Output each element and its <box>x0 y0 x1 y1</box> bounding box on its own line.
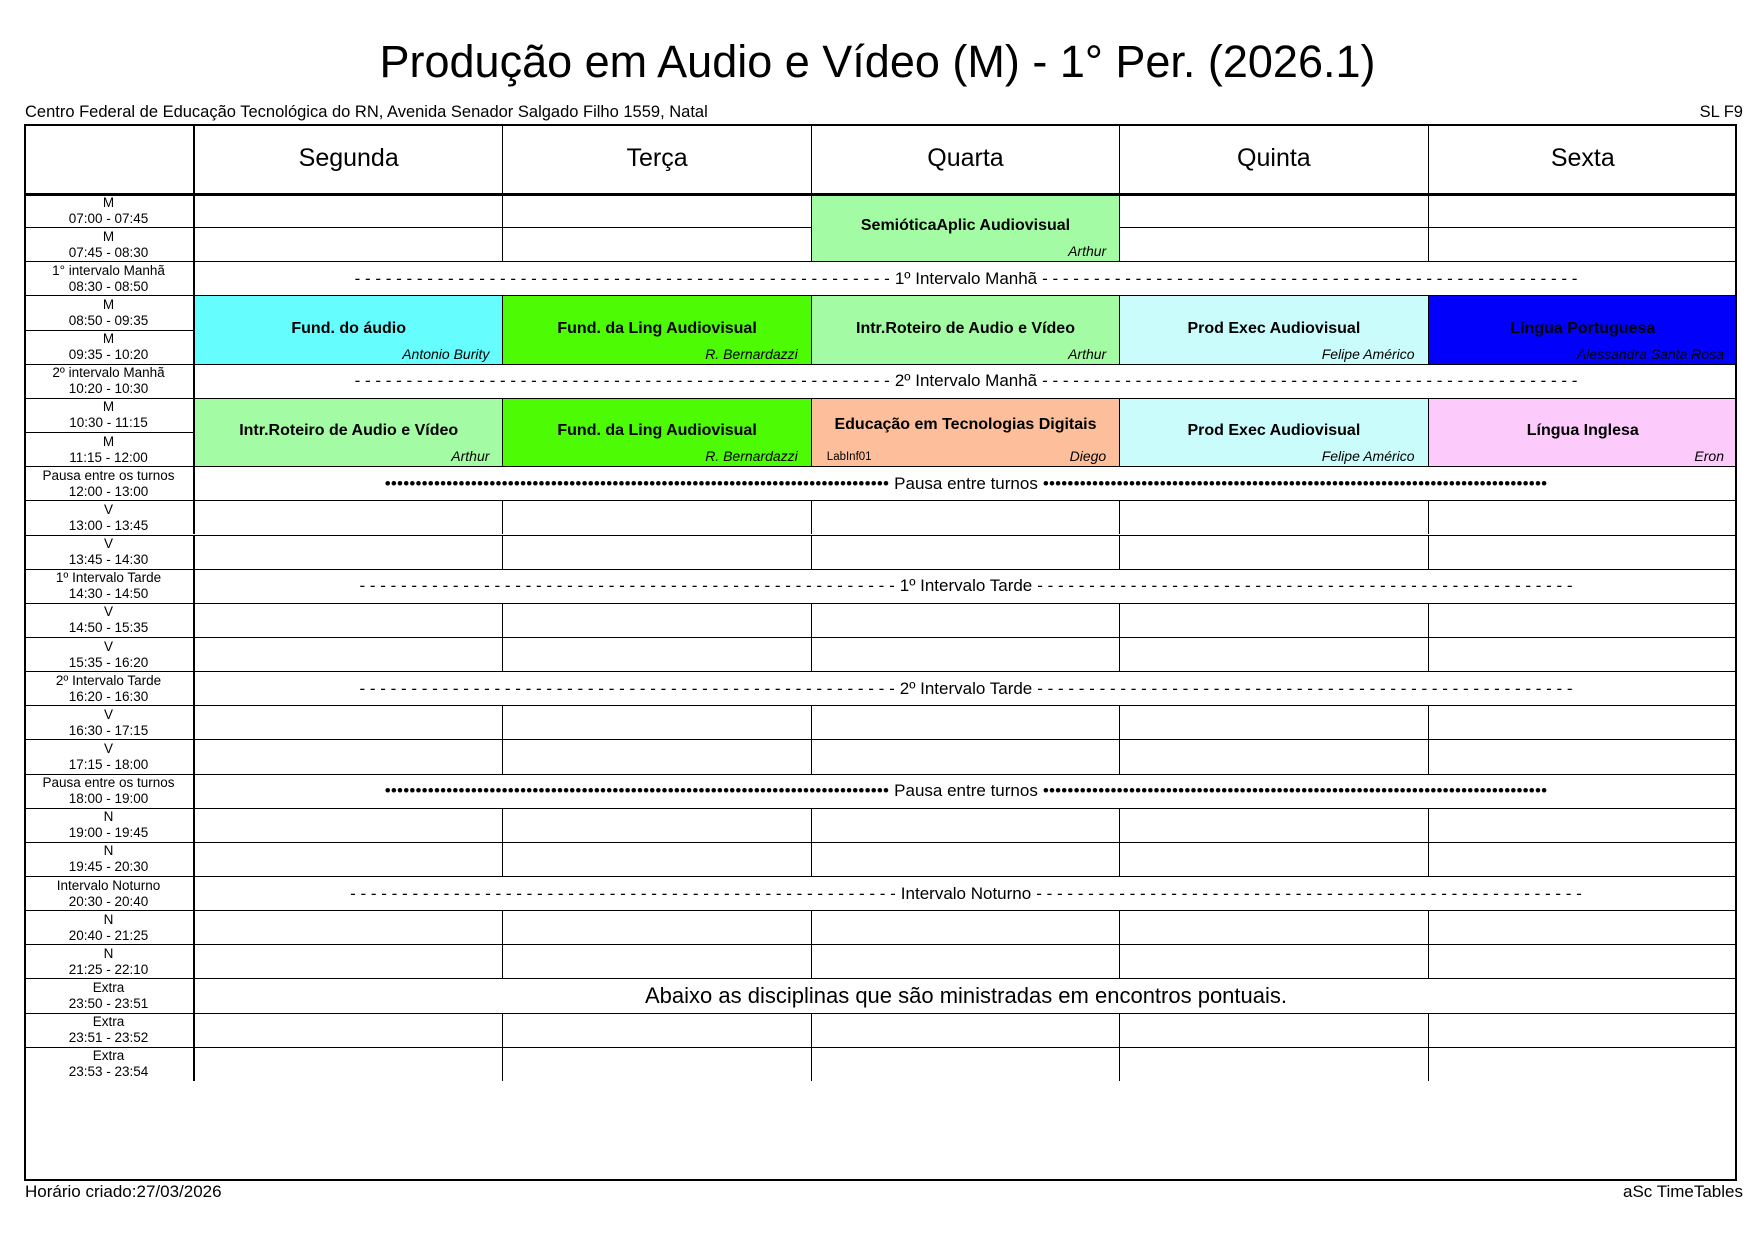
lesson-teacher: R. Bernardazzi <box>705 345 798 362</box>
empty-cell <box>1120 808 1428 842</box>
time-slot-cell <box>24 739 195 773</box>
empty-cell <box>1120 603 1428 637</box>
lesson-subject: Intr.Roteiro de Audio e Vídeo <box>239 422 459 440</box>
break-band <box>195 671 1737 705</box>
break-band <box>195 261 1737 295</box>
lesson-subject: Língua Inglesa <box>1526 422 1639 440</box>
empty-cell <box>812 637 1120 671</box>
empty-cell <box>503 637 811 671</box>
lesson-teacher: Felipe Américo <box>1321 448 1415 465</box>
filler-right: - - - - - - - - - - - - - - - - - - - - - - - - - - - - - - - - - - - - - - - - - - - - - - - - - - - - <box>1037 576 1573 596</box>
empty-cell <box>195 705 503 739</box>
time-slot-label: Extra <box>92 1014 125 1030</box>
time-slot-time: 19:00 - 19:45 <box>68 825 149 841</box>
time-slot-cell <box>24 569 195 603</box>
lesson-card[interactable] <box>1429 398 1737 466</box>
lesson-card[interactable] <box>1120 295 1428 363</box>
time-slot-label: 2º Intervalo Tarde <box>55 672 162 688</box>
time-slot-cell <box>24 876 195 910</box>
time-slot-label: M <box>102 433 115 449</box>
time-slot-cell <box>24 808 195 842</box>
empty-cell <box>195 1047 503 1081</box>
empty-cell <box>503 603 811 637</box>
time-slot-cell <box>24 227 195 261</box>
time-slot-time: 08:30 - 08:50 <box>68 278 149 294</box>
empty-cell <box>195 603 503 637</box>
day-header-1: Segunda <box>195 124 503 193</box>
time-slot-cell <box>24 364 195 398</box>
time-slot-label: M <box>102 228 115 244</box>
empty-cell <box>195 842 503 876</box>
note-text: Abaixo as disciplinas que são ministradas em encontros pontuais. <box>644 983 1288 1008</box>
break-label: 2º Intervalo Manhã <box>894 371 1038 391</box>
lesson-card[interactable] <box>812 398 1120 466</box>
time-slot-label: N <box>103 911 114 927</box>
empty-cell <box>503 842 811 876</box>
time-slot-time: 13:00 - 13:45 <box>68 517 149 533</box>
time-slot-cell <box>24 295 195 329</box>
break-label: 1º Intervalo Tarde <box>899 576 1033 596</box>
break-label: 1º Intervalo Manhã <box>894 268 1038 288</box>
time-slot-time: 07:45 - 08:30 <box>68 244 149 260</box>
empty-cell <box>812 603 1120 637</box>
break-band <box>195 876 1737 910</box>
time-slot-cell <box>24 978 195 1012</box>
empty-cell <box>503 705 811 739</box>
lesson-subject: Educação em Tecnologias Digitais <box>834 415 1097 433</box>
time-slot-time: 23:53 - 23:54 <box>68 1064 149 1080</box>
empty-cell <box>812 500 1120 534</box>
empty-cell <box>503 739 811 773</box>
empty-cell <box>1120 500 1428 534</box>
empty-cell <box>195 944 503 978</box>
empty-cell <box>1120 842 1428 876</box>
lesson-card[interactable] <box>195 295 503 363</box>
timetable-grid <box>24 124 1737 1181</box>
empty-cell <box>1429 603 1737 637</box>
lesson-teacher: Arthur <box>1068 243 1107 260</box>
break-band <box>195 774 1737 808</box>
empty-cell <box>1429 808 1737 842</box>
empty-cell <box>195 1013 503 1047</box>
empty-cell <box>195 739 503 773</box>
lesson-subject: Prod Exec Audiovisual <box>1187 319 1361 337</box>
empty-cell <box>812 705 1120 739</box>
day-header-3: Quarta <box>812 124 1120 193</box>
empty-cell <box>812 1013 1120 1047</box>
time-slot-time: 10:20 - 10:30 <box>68 381 149 397</box>
time-slot-label: M <box>102 194 115 210</box>
empty-cell <box>1120 739 1428 773</box>
break-band <box>195 569 1737 603</box>
empty-cell <box>1429 227 1737 261</box>
lesson-subject: Fund. da Ling Audiovisual <box>557 422 757 440</box>
corner-cell <box>24 124 195 193</box>
empty-cell <box>195 637 503 671</box>
empty-cell <box>503 910 811 944</box>
break-label: Intervalo Noturno <box>900 883 1032 903</box>
time-slot-label: V <box>103 706 113 722</box>
empty-cell <box>1120 535 1428 569</box>
time-slot-label: M <box>102 399 115 415</box>
time-slot-label: Pausa entre os turnos <box>42 467 175 483</box>
lesson-teacher: R. Bernardazzi <box>705 448 798 465</box>
time-slot-cell <box>24 671 195 705</box>
filler-left: - - - - - - - - - - - - - - - - - - - - - - - - - - - - - - - - - - - - - - - - - - - - - - - - - - - - - <box>350 883 896 903</box>
empty-cell <box>195 227 503 261</box>
time-slot-cell <box>24 398 195 432</box>
lesson-subject: Fund. da Ling Audiovisual <box>557 319 757 337</box>
empty-cell <box>195 808 503 842</box>
break-label: 2º Intervalo Tarde <box>899 678 1033 698</box>
time-slot-cell <box>24 1047 195 1081</box>
lesson-subject: Língua Portuguesa <box>1510 319 1656 337</box>
empty-cell <box>503 944 811 978</box>
time-slot-time: 18:00 - 19:00 <box>68 791 149 807</box>
time-slot-label: V <box>103 604 113 620</box>
day-header-2: Terça <box>503 124 811 193</box>
filler-right: - - - - - - - - - - - - - - - - - - - - - - - - - - - - - - - - - - - - - - - - - - - - - - - - - - - - <box>1042 268 1578 288</box>
empty-cell <box>195 535 503 569</box>
lesson-subject: Fund. do áudio <box>291 319 407 337</box>
lesson-subject: Intr.Roteiro de Audio e Vídeo <box>856 319 1075 337</box>
time-slot-label: N <box>103 809 114 825</box>
empty-cell <box>503 808 811 842</box>
lesson-card[interactable] <box>503 295 811 363</box>
filler-right: •••••••••••••••••••••••••••••••••••••••••••••••••••••••••••••••••••••••••••••••••• <box>1042 473 1548 493</box>
time-slot-cell <box>24 432 195 466</box>
lesson-teacher: Arthur <box>1068 345 1107 362</box>
lesson-subject: SemióticaAplic Audiovisual <box>860 217 1071 235</box>
empty-cell <box>1120 1013 1428 1047</box>
time-slot-label: 1° intervalo Manhã <box>52 262 165 278</box>
empty-cell <box>812 944 1120 978</box>
time-slot-time: 10:30 - 11:15 <box>69 415 148 431</box>
empty-cell <box>503 500 811 534</box>
time-slot-time: 23:51 - 23:52 <box>68 1030 149 1046</box>
time-slot-label: Intervalo Noturno <box>56 877 161 893</box>
lesson-teacher: Eron <box>1694 448 1724 465</box>
time-slot-cell <box>24 1013 195 1047</box>
time-slot-label: V <box>103 536 113 552</box>
time-slot-time: 08:50 - 09:35 <box>68 313 149 328</box>
break-label: Pausa entre turnos <box>894 473 1038 493</box>
empty-cell <box>1429 1047 1737 1081</box>
filler-left: - - - - - - - - - - - - - - - - - - - - - - - - - - - - - - - - - - - - - - - - - - - - - - - - - - - - <box>359 678 895 698</box>
time-slot-label: 1º Intervalo Tarde <box>55 570 162 586</box>
lesson-teacher: Arthur <box>451 448 490 465</box>
lesson-card[interactable] <box>195 398 503 466</box>
empty-cell <box>1429 637 1737 671</box>
time-slot-time: 23:50 - 23:51 <box>68 996 149 1011</box>
page-title: Produção em Audio e Vídeo (M) - 1° Per. (2026.1) <box>379 36 1376 87</box>
empty-cell <box>195 910 503 944</box>
time-slot-label: M <box>102 331 115 347</box>
empty-cell <box>503 193 811 227</box>
empty-cell <box>1120 705 1428 739</box>
time-slot-time: 07:00 - 07:45 <box>68 210 149 226</box>
time-slot-label: Extra <box>92 1048 125 1064</box>
time-slot-label: V <box>103 638 113 654</box>
time-slot-label: N <box>103 843 114 859</box>
time-slot-time: 14:50 - 15:35 <box>68 620 149 636</box>
filler-left: •••••••••••••••••••••••••••••••••••••••••••••••••••••••••••••••••••••••••••••••••• <box>384 473 890 493</box>
filler-right: - - - - - - - - - - - - - - - - - - - - - - - - - - - - - - - - - - - - - - - - - - - - - - - - - - - - - <box>1036 883 1582 903</box>
empty-cell <box>1120 193 1428 227</box>
lesson-card[interactable] <box>1120 398 1428 466</box>
time-slot-cell <box>24 910 195 944</box>
lesson-teacher: Antonio Burity <box>402 345 490 362</box>
empty-cell <box>195 500 503 534</box>
empty-cell <box>812 1047 1120 1081</box>
time-slot-cell <box>24 944 195 978</box>
break-band <box>195 364 1737 398</box>
creation-date: Horário criado:27/03/2026 <box>25 1182 222 1201</box>
extra-note <box>195 978 1737 1012</box>
time-slot-cell <box>24 637 195 671</box>
time-slot-time: 21:25 - 22:10 <box>68 961 149 977</box>
filler-right: - - - - - - - - - - - - - - - - - - - - - - - - - - - - - - - - - - - - - - - - - - - - - - - - - - - - <box>1042 371 1578 391</box>
lesson-card[interactable] <box>1429 295 1737 363</box>
lesson-room: LabInf01 <box>826 451 872 464</box>
filler-left: •••••••••••••••••••••••••••••••••••••••••••••••••••••••••••••••••••••••••••••••••• <box>384 781 890 801</box>
filler-left: - - - - - - - - - - - - - - - - - - - - - - - - - - - - - - - - - - - - - - - - - - - - - - - - - - - - <box>354 371 890 391</box>
filler-right: •••••••••••••••••••••••••••••••••••••••••••••••••••••••••••••••••••••••••••••••••• <box>1042 781 1548 801</box>
lesson-teacher: Felipe Américo <box>1321 345 1415 362</box>
lesson-teacher: Diego <box>1069 448 1107 465</box>
empty-cell <box>1429 1013 1737 1047</box>
software-credit: aSc TimeTables <box>1623 1182 1743 1201</box>
empty-cell <box>1120 1047 1428 1081</box>
time-slot-label: 2º intervalo Manhã <box>52 365 165 381</box>
time-slot-time: 09:35 - 10:20 <box>68 347 149 363</box>
lesson-subject: Prod Exec Audiovisual <box>1187 422 1361 440</box>
time-slot-cell <box>24 705 195 739</box>
empty-cell <box>812 739 1120 773</box>
empty-cell <box>812 535 1120 569</box>
lesson-card[interactable] <box>812 193 1120 261</box>
time-slot-cell <box>24 500 195 534</box>
institution-address: Centro Federal de Educação Tecnológica do RN, Avenida Senador Salgado Filho 1559, Natal <box>25 103 708 121</box>
time-slot-time: 16:30 - 17:15 <box>68 722 149 738</box>
empty-cell <box>812 808 1120 842</box>
time-slot-time: 20:30 - 20:40 <box>68 893 149 909</box>
time-slot-cell <box>24 330 195 364</box>
time-slot-time: 17:15 - 18:00 <box>68 756 149 772</box>
empty-cell <box>503 227 811 261</box>
time-slot-time: 12:00 - 13:00 <box>68 483 149 499</box>
lesson-card[interactable] <box>812 295 1120 363</box>
day-header-4: Quinta <box>1120 124 1428 193</box>
empty-cell <box>1429 193 1737 227</box>
empty-cell <box>195 193 503 227</box>
time-slot-time: 14:30 - 14:50 <box>68 586 149 602</box>
empty-cell <box>1429 500 1737 534</box>
time-slot-time: 11:15 - 12:00 <box>69 449 148 465</box>
lesson-card[interactable] <box>503 398 811 466</box>
empty-cell <box>1429 944 1737 978</box>
lesson-teacher: Alessandra Santa Rosa <box>1576 345 1724 362</box>
time-slot-cell <box>24 842 195 876</box>
empty-cell <box>1429 910 1737 944</box>
filler-left: - - - - - - - - - - - - - - - - - - - - - - - - - - - - - - - - - - - - - - - - - - - - - - - - - - - - <box>359 576 895 596</box>
time-slot-cell <box>24 261 195 295</box>
empty-cell <box>812 842 1120 876</box>
time-slot-time: 13:45 - 14:30 <box>68 552 149 568</box>
room-label: SL F9 <box>1699 103 1743 121</box>
time-slot-cell <box>24 193 195 227</box>
filler-right: - - - - - - - - - - - - - - - - - - - - - - - - - - - - - - - - - - - - - - - - - - - - - - - - - - - - <box>1037 678 1573 698</box>
filler-left: - - - - - - - - - - - - - - - - - - - - - - - - - - - - - - - - - - - - - - - - - - - - - - - - - - - - <box>354 268 890 288</box>
empty-cell <box>503 535 811 569</box>
time-slot-cell <box>24 603 195 637</box>
empty-cell <box>1429 535 1737 569</box>
time-slot-label: Extra <box>92 980 125 995</box>
empty-cell <box>503 1047 811 1081</box>
empty-cell <box>1429 739 1737 773</box>
time-slot-label: M <box>102 297 115 312</box>
empty-cell <box>503 1013 811 1047</box>
time-slot-time: 20:40 - 21:25 <box>68 927 149 943</box>
empty-cell <box>812 910 1120 944</box>
time-slot-cell <box>24 535 195 569</box>
empty-cell <box>1429 842 1737 876</box>
time-slot-label: V <box>103 740 113 756</box>
time-slot-time: 19:45 - 20:30 <box>68 859 149 875</box>
day-header-5: Sexta <box>1550 144 1615 172</box>
time-slot-cell <box>24 774 195 808</box>
empty-cell <box>1120 910 1428 944</box>
empty-cell <box>1120 637 1428 671</box>
time-slot-cell <box>24 466 195 500</box>
empty-cell <box>1120 944 1428 978</box>
empty-cell <box>1429 705 1737 739</box>
time-slot-time: 15:35 - 16:20 <box>68 654 149 670</box>
time-slot-label: N <box>103 945 114 961</box>
empty-cell <box>1120 227 1428 261</box>
break-label: Pausa entre turnos <box>894 781 1038 801</box>
break-band <box>195 466 1737 500</box>
time-slot-label: V <box>103 501 113 517</box>
time-slot-label: Pausa entre os turnos <box>42 775 175 791</box>
time-slot-time: 16:20 - 16:30 <box>68 688 149 704</box>
